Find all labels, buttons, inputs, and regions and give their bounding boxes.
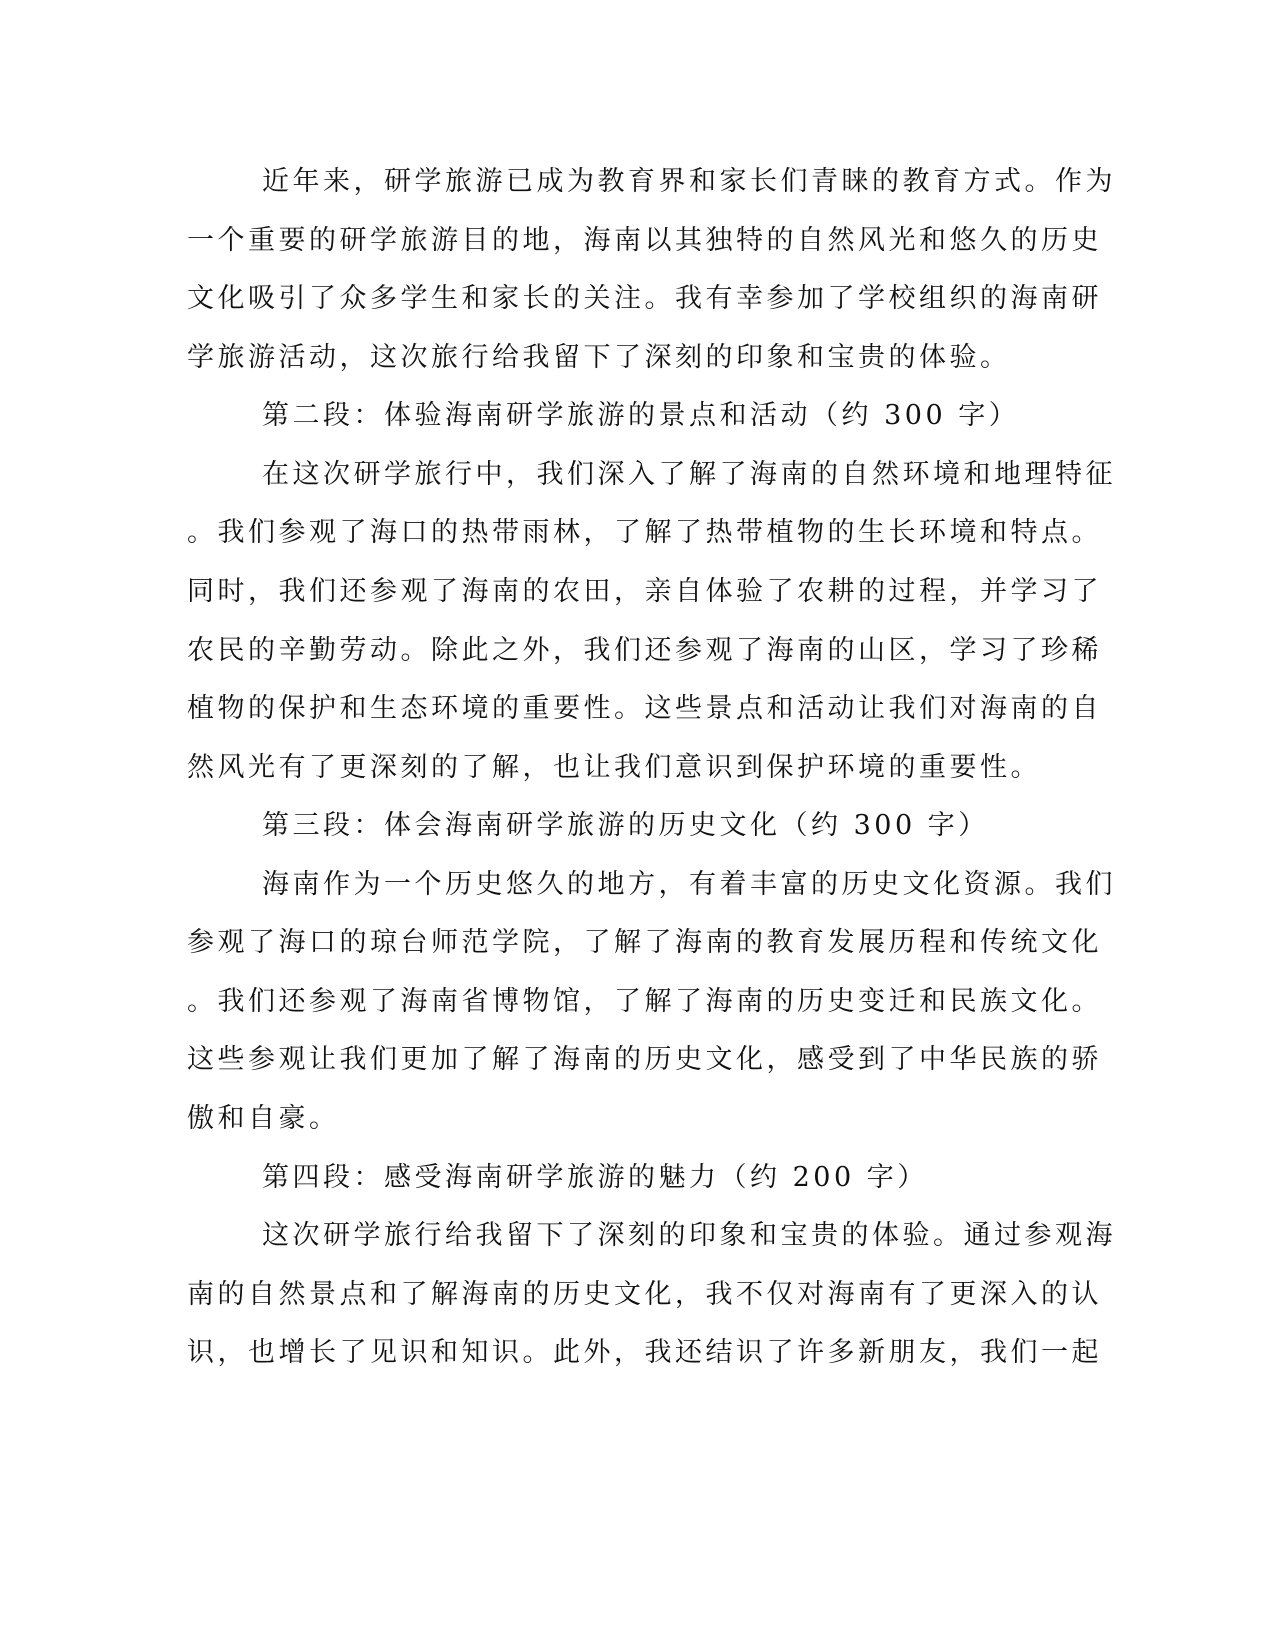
paragraph-2-line-6: 然风光有了更深刻的了解，也让我们意识到保护环境的重要性。 <box>187 752 1041 783</box>
paragraph-2-line-2: 。我们参观了海口的热带雨林，了解了热带植物的生长环境和特点。 <box>187 517 1102 548</box>
paragraph-1-line-3: 文化吸引了众多学生和家长的关注。我有幸参加了学校组织的海南研 <box>187 283 1102 314</box>
paragraph-2-line-1: 在这次研学旅行中，我们深入了解了海南的自然环境和地理特征 <box>262 459 1116 490</box>
paragraph-1-line-2: 一个重要的研学旅游目的地，海南以其独特的自然风光和悠久的历史 <box>187 225 1102 256</box>
paragraph-2-line-5: 植物的保护和生态环境的重要性。这些景点和活动让我们对海南的自 <box>187 693 1102 724</box>
paragraph-1-line-4: 学旅游活动，这次旅行给我留下了深刻的印象和宝贵的体验。 <box>187 342 1011 373</box>
paragraph-3-line-5: 傲和自豪。 <box>187 1103 340 1134</box>
paragraph-4-line-3: 识，也增长了见识和知识。此外，我还结识了许多新朋友，我们一起 <box>187 1337 1102 1368</box>
paragraph-3-line-2: 参观了海口的琼台师范学院，了解了海南的教育发展历程和传统文化 <box>187 927 1102 958</box>
paragraph-2-line-3: 同时，我们还参观了海南的农田，亲自体验了农耕的过程，并学习了 <box>187 576 1102 607</box>
section-heading-4: 第四段：感受海南研学旅游的魅力（约 200 字） <box>262 1162 928 1193</box>
paragraph-3-line-4: 这些参观让我们更加了解了海南的历史文化，感受到了中华民族的骄 <box>187 1044 1102 1075</box>
paragraph-3-line-1: 海南作为一个历史悠久的地方，有着丰富的历史文化资源。我们 <box>262 869 1116 900</box>
section-heading-2: 第二段：体验海南研学旅游的景点和活动（约 300 字） <box>262 400 1020 431</box>
paragraph-2-line-4: 农民的辛勤劳动。除此之外，我们还参观了海南的山区，学习了珍稀 <box>187 635 1102 666</box>
paragraph-4-line-1: 这次研学旅行给我留下了深刻的印象和宝贵的体验。通过参观海 <box>262 1220 1116 1251</box>
paragraph-3-line-3: 。我们还参观了海南省博物馆，了解了海南的历史变迁和民族文化。 <box>187 986 1102 1017</box>
paragraph-4-line-2: 南的自然景点和了解海南的历史文化，我不仅对海南有了更深入的认 <box>187 1279 1102 1310</box>
section-heading-3: 第三段：体会海南研学旅游的历史文化（约 300 字） <box>262 810 989 841</box>
paragraph-1-line-1: 近年来，研学旅游已成为教育界和家长们青睐的教育方式。作为 <box>262 166 1116 197</box>
